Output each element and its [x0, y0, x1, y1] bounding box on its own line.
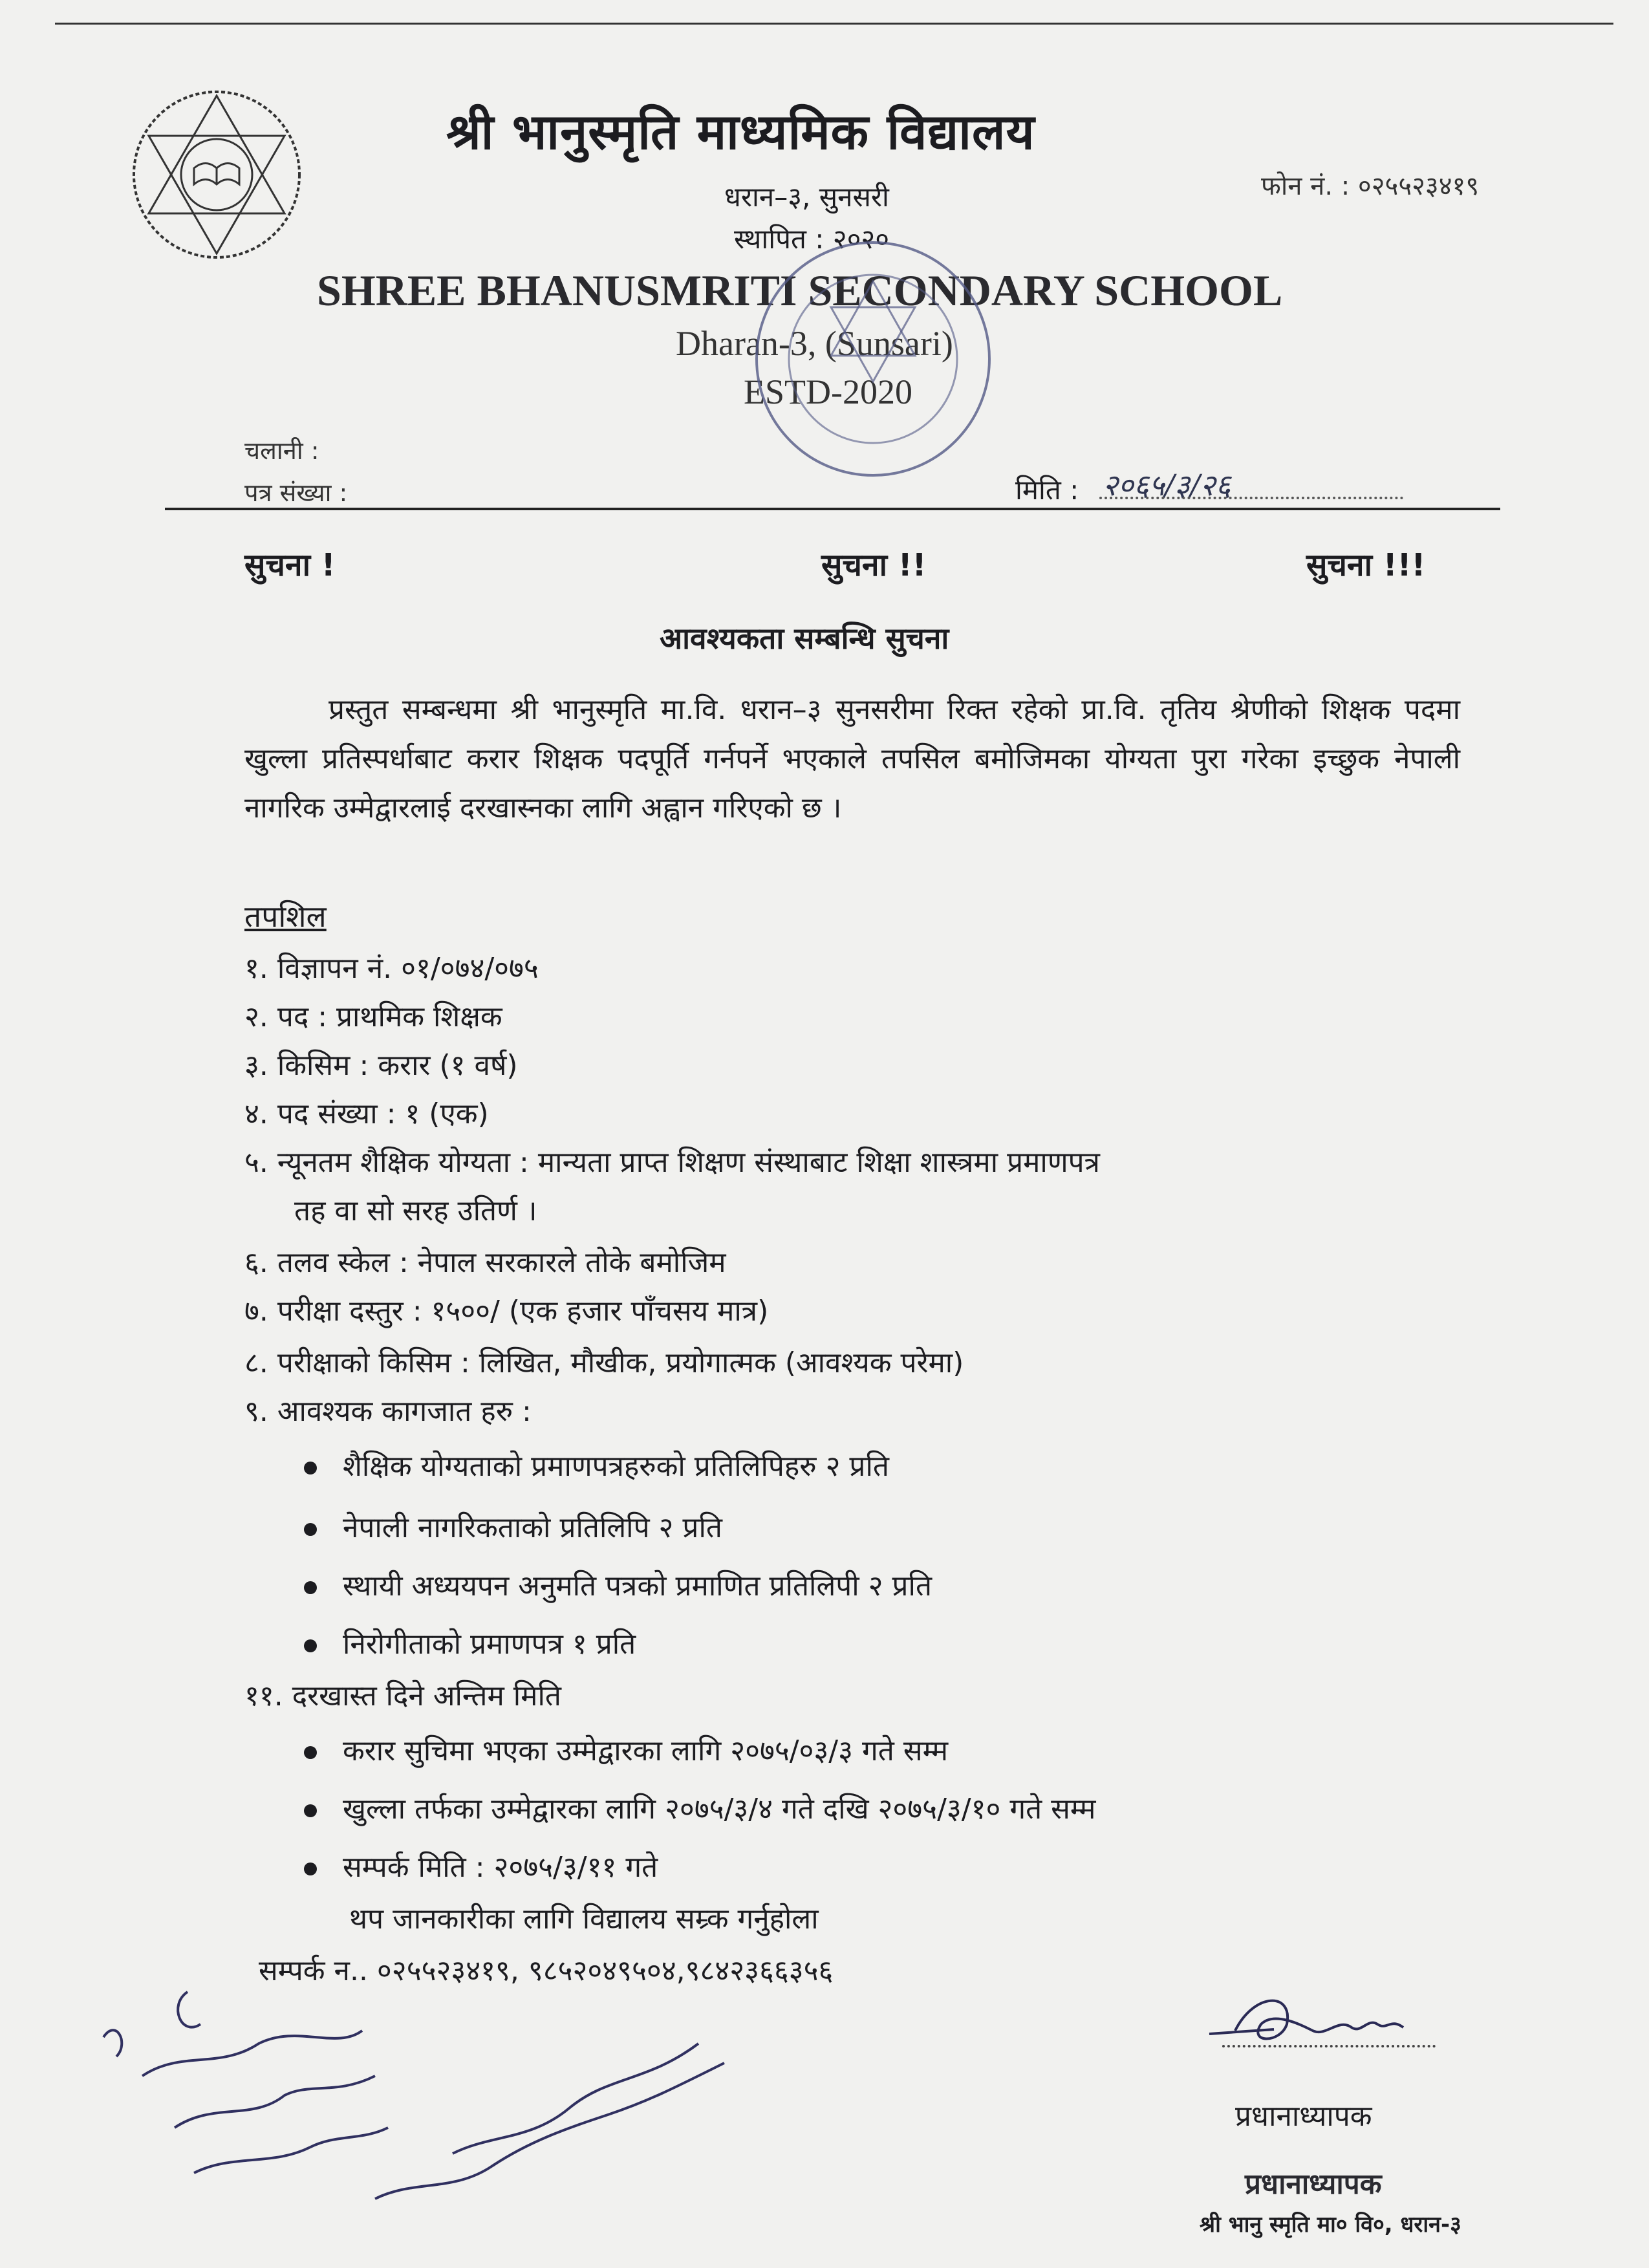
school-name-english: SHREE BHANUSMRITI SECONDARY SCHOOL	[317, 266, 1283, 315]
document-item-text: स्थायी अध्ययपन अनुमति पत्रको प्रमाणित प्रतिलिपी २ प्रति	[343, 1570, 932, 1603]
contact-numbers: सम्पर्क न.. ०२५५२३४१९, ९८५२०४९५०४,९८४२३६६३५६	[259, 1954, 834, 1987]
date-value: २०६५/३/२६	[1103, 468, 1231, 502]
list-item-continued: तह वा सो सरह उतिर्ण ।	[294, 1194, 537, 1227]
principal-seal-school: श्री भानु स्मृति मा० वि०, धरान-३	[1200, 2212, 1461, 2238]
date-dotted-line	[1099, 497, 1403, 499]
phone-number: फोन नं. : ०२५५२३४१९	[1261, 171, 1480, 201]
document-item	[304, 1507, 722, 1546]
list-item: ९. आवश्यक कागजात हरु :	[244, 1395, 532, 1428]
deadline-item	[304, 1730, 948, 1769]
list-item: २. पद : प्राथमिक शिक्षक	[244, 1000, 502, 1033]
handwritten-note	[91, 1979, 770, 2238]
address-english: Dharan-3, (Sunsari)	[676, 324, 953, 363]
principal-seal-title: प्रधानाध्यापक	[1245, 2168, 1382, 2201]
notice-heading-2: सुचना !!	[821, 547, 927, 583]
bullet-icon	[304, 1804, 317, 1817]
document-item-text: शैक्षिक योग्यताको प्रमाणपत्रहरुको प्रतिलिपिहरु २ प्रति	[343, 1450, 889, 1483]
deadline-item-text: सम्पर्क मिति : २०७५/३/११ गते	[343, 1851, 658, 1884]
document-item	[304, 1623, 636, 1662]
bullet-icon	[304, 1523, 317, 1536]
deadline-item	[304, 1846, 658, 1885]
chalani-label: चलानी :	[244, 437, 319, 465]
school-name-nepali: श्री भानुस्मृति माध्यमिक विद्यालय	[446, 103, 1035, 160]
list-item: ५. न्यूनतम शैक्षिक योग्यता : मान्यता प्राप्त शिक्षण संस्थाबाट शिक्षा शास्त्रमा प्रमाणपत्र	[244, 1146, 1100, 1179]
office-stamp-icon	[750, 236, 996, 482]
bullet-icon	[304, 1746, 317, 1759]
date-label: मिति :	[1015, 474, 1079, 506]
signature-dotted-line	[1222, 2045, 1436, 2047]
list-item: ६. तलव स्केल : नेपाल सरकारले तोके बमोजिम	[244, 1246, 726, 1279]
deadline-item	[304, 1788, 1095, 1827]
document-item	[304, 1445, 889, 1484]
bullet-icon	[304, 1581, 317, 1594]
school-logo-icon	[129, 78, 304, 272]
document-item-text: नेपाली नागरिकताको प्रतिलिपि २ प्रति	[343, 1511, 722, 1544]
deadline-item-text: खुल्ला तर्फका उम्मेद्वारका लागि २०७५/३/४ गते दखि २०७५/३/१० गते सम्म	[343, 1793, 1096, 1826]
bullet-icon	[304, 1639, 317, 1652]
notice-heading-3: सुचना !!!	[1306, 547, 1426, 583]
principal-title: प्रधानाध्यापक	[1235, 2100, 1372, 2133]
notice-title: आवश्यकता सम्बन्धि सुचना	[660, 621, 949, 656]
deadline-heading: ११. दरखास्त दिने अन्तिम मिति	[244, 1679, 561, 1712]
address-nepali: धरान–३, सुनसरी	[724, 181, 889, 213]
list-item: ७. परीक्षा दस्तुर : १५००/ (एक हजार पाँचसय मात्र)	[244, 1295, 769, 1328]
letter-number-label: पत्र संख्या :	[244, 479, 348, 507]
list-item: ८. परीक्षाको किसिम : लिखित, मौखीक, प्रयोगात्मक (आवश्यक परेमा)	[244, 1346, 964, 1379]
header-divider	[165, 508, 1500, 510]
list-item: ४. पद संख्या : १ (एक)	[244, 1097, 489, 1130]
notice-heading-1: सुचना !	[244, 547, 336, 583]
list-item: १. विज्ञापन नं. ०१/०७४/०७५	[244, 952, 539, 985]
document-item	[304, 1565, 932, 1604]
signature-rabin	[1196, 1979, 1455, 2069]
deadline-item-text: करार सुचिमा भएका उम्मेद्वारका लागि २०७५/०३/३ गते सम्म	[343, 1734, 949, 1767]
top-rule	[55, 23, 1613, 25]
list-item: ३. किसिम : करार (१ वर्ष)	[244, 1049, 518, 1082]
established-english: ESTD-2020	[744, 373, 912, 411]
notice-body: प्रस्तुत सम्बन्धमा श्री भानुस्मृति मा.वि. धरान–३ सुनसरीमा रिक्त रहेको प्रा.वि. तृतिय श्रेणीको शिक्षक पदमा खुल्ला प्रतिस्पर्धाबाट करार शिक्षक पदपूर्ति गर्नपर्ने भएकाले तपसिल बमोजिमका योग्यता पुरा गरेका इच्छुक नेपाली नागरिक उम्मेद्वारलाई दरखास्नका लागि अह्वान गरिएको छ ।	[244, 693, 1461, 825]
details-heading: तपशिल	[244, 899, 327, 934]
document-item-text: निरोगीताको प्रमाणपत्र १ प्रति	[343, 1628, 636, 1661]
established-nepali: स्थापित : २०२०	[734, 223, 890, 255]
bullet-icon	[304, 1863, 317, 1875]
bullet-icon	[304, 1462, 317, 1474]
more-info-text: थप जानकारीका लागि विद्यालय सम्र्क गर्नुहोला	[349, 1903, 819, 1936]
